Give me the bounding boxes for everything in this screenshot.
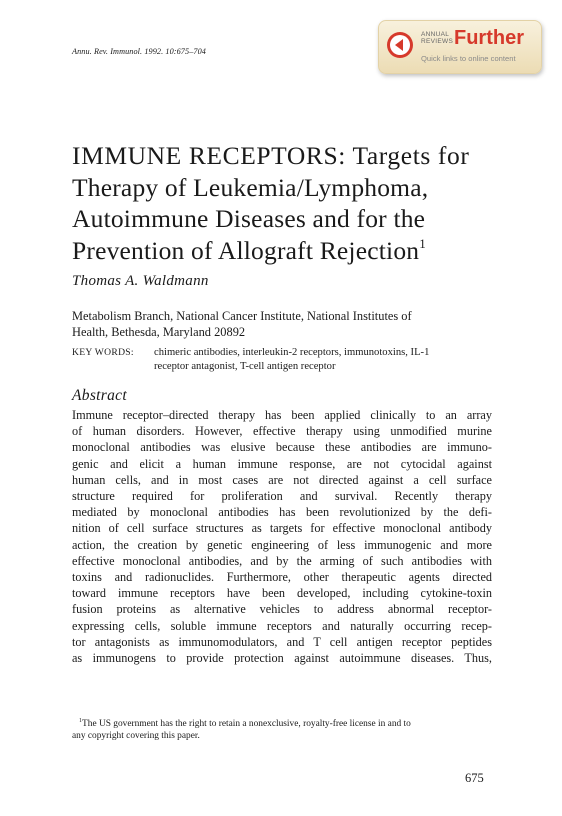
abstract-line: tor antagonists as immunomodulators, and T cell antigen receptor peptides [72, 634, 492, 649]
abstract-line: human cells, and in most cases are not directed against a cell surface [72, 472, 492, 487]
abstract-line: fusion proteins as alternative vehicles to address abnormal receptor- [72, 602, 492, 617]
abstract-line: monoclonal antibodies was elusive because these antibodies are immuno- [72, 440, 492, 455]
abstract-line: expressing cells, soluble immune receptors and naturally occurring recep- [72, 618, 492, 633]
title-line-4: Prevention of Allograft Rejection [72, 235, 420, 265]
play-arrow-icon [386, 31, 414, 59]
further-subtitle: Quick links to online content [421, 54, 516, 63]
abstract-line: nition of cell surface structures as targets for effective monoclonal antibody [72, 521, 492, 536]
annual-reviews-label: ANNUAL REVIEWS [421, 31, 454, 45]
title-line-2: Therapy of Leukemia/Lymphoma, [72, 172, 429, 202]
title-footnote-mark[interactable]: 1 [419, 235, 426, 251]
keywords-list: chimeric antibodies, interleukin-2 receptors, immunotoxins, IL-1 receptor antagonist, T-cell antigen receptor [154, 347, 430, 372]
further-annual-reviews-badge[interactable] [378, 20, 542, 74]
title-line-1: IMMUNE RECEPTORS: Targets for [72, 141, 470, 170]
author-name: Thomas A. Waldmann [72, 273, 209, 289]
page-number: 675 [465, 771, 484, 785]
abstract-line: as immunogens to provide protection against autoimmune diseases. Thus, [72, 651, 492, 666]
abstract-line: effective monoclonal antibodies, and by the arming of such antibodies with [72, 553, 492, 568]
abstract-line: structure required for proliferation and survival. Recently therapy [72, 489, 492, 504]
abstract-line: toxins and radionuclides. Furthermore, other therapeutic agents directed [72, 570, 492, 585]
further-word: Further [454, 27, 524, 49]
journal-citation: Annu. Rev. Immunol. 1992. 10:675–704 [72, 47, 206, 56]
title-line-3: Autoimmune Diseases and for the [72, 204, 426, 233]
abstract-line: Immune receptor–directed therapy has been applied clinically to an array [72, 408, 492, 422]
abstract-line: mediated by monoclonal antibodies has been revolutionized by the defi- [72, 505, 492, 520]
abstract-heading: Abstract [72, 387, 127, 404]
author-affiliation: Metabolism Branch, National Cancer Institute, National Institutes of Health, Bethesda, Maryland 20892 [72, 309, 412, 339]
abstract-line: action, the creation by genetic engineering of less immunogenic and more [72, 537, 492, 552]
article-title [72, 140, 512, 266]
footnote: $^1$The US government has the right to retain a nonexclusive, royalty-free license in and to any copyright covering this paper. [72, 718, 411, 741]
abstract-line: toward immune receptors have been developed, including cytokine-toxin [72, 586, 492, 601]
abstract-line: of human disorders. However, effective therapy using unmodified murine [72, 424, 492, 439]
footnote-mark: 1 [79, 718, 83, 724]
abstract-line: genic and elicit a human immune response, are not cytocidal against [72, 456, 492, 471]
abstract-body [72, 407, 492, 666]
keywords-label: KEY WORDS: [72, 347, 134, 358]
